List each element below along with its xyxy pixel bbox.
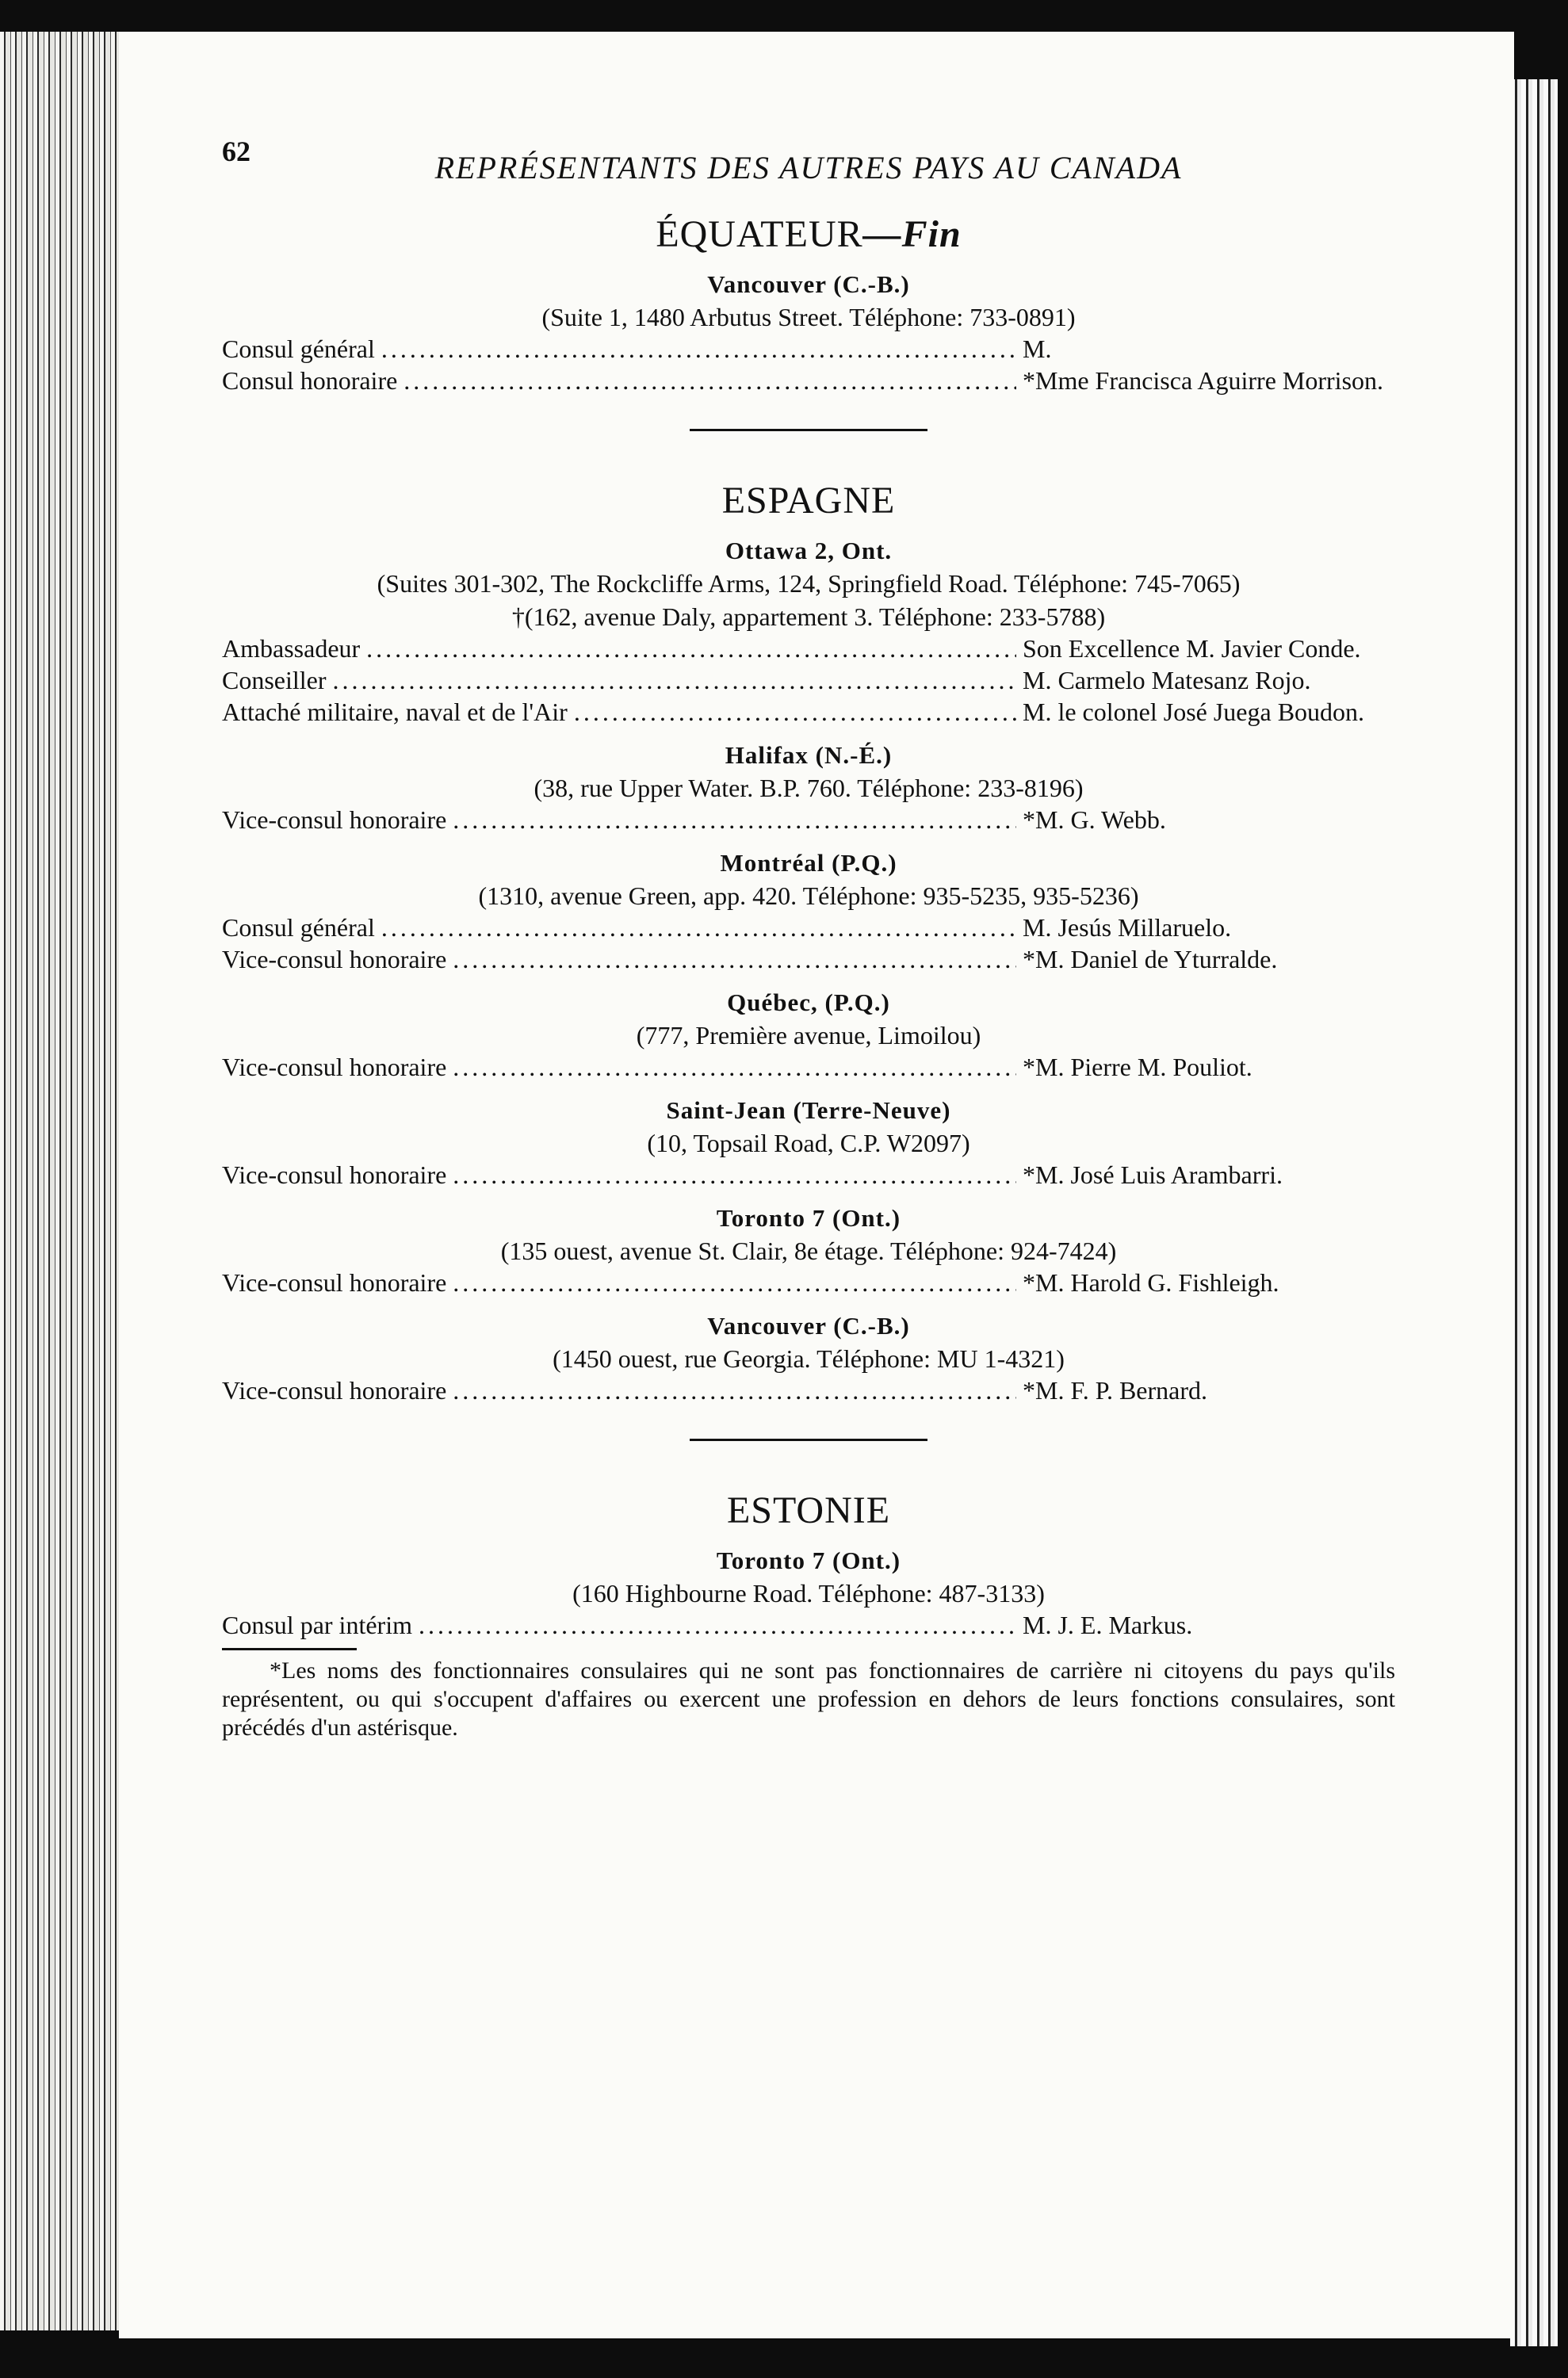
entry-name: *M. F. P. Bernard.	[1023, 1376, 1207, 1405]
address-line: †(162, avenue Daly, appartement 3. Téléphone: 233-5788)	[511, 602, 1106, 631]
address-line: (135 ouest, avenue St. Clair, 8e étage. Téléphone: 924-7424)	[500, 1237, 1117, 1265]
entry-row	[222, 1052, 1395, 1082]
entry-title: Attaché militaire, naval et de l'Air	[222, 698, 568, 726]
country-section-equateur	[222, 212, 1395, 396]
entry-name: M. J. E. Markus.	[1023, 1611, 1193, 1639]
country-heading	[222, 1489, 1395, 1532]
entry-name: *M. G. Webb.	[1023, 805, 1166, 834]
entry-title: Consul honoraire	[222, 366, 398, 395]
entry-name: *M. Pierre M. Pouliot.	[1023, 1053, 1252, 1081]
entry-title: Consul général	[222, 335, 375, 363]
country-section-espagne	[222, 479, 1395, 1405]
city-heading: Toronto 7 (Ont.)	[716, 1546, 901, 1574]
country-name: ÉQUATEUR	[656, 213, 863, 255]
address-line: (Suites 301-302, The Rockcliffe Arms, 124, Springfield Road. Téléphone: 745-7065)	[377, 569, 1241, 598]
city-heading: Vancouver (C.-B.)	[707, 270, 910, 298]
page-stack-edge	[1510, 79, 1558, 2346]
dot-leader	[381, 334, 1016, 364]
entry-name: *M. José Luis Arambarri.	[1023, 1160, 1283, 1189]
entry-row	[222, 912, 1395, 942]
entry-name: M. Carmelo Matesanz Rojo.	[1023, 666, 1311, 694]
running-head: REPRÉSENTANTS DES AUTRES PAYS AU CANADA	[434, 150, 1183, 185]
entry-row	[222, 697, 1395, 727]
entry-row	[222, 665, 1395, 695]
entry-title: Conseiller	[222, 666, 327, 694]
entry-name: M. Jesús Millaruelo.	[1023, 913, 1232, 942]
address-line: (160 Highbourne Road. Téléphone: 487-3133)	[572, 1579, 1045, 1608]
footnote-divider	[222, 1648, 357, 1650]
city-heading: Ottawa 2, Ont.	[725, 537, 893, 564]
entry-row	[222, 334, 1395, 364]
entry-title: Consul général	[222, 913, 375, 942]
address-line: (Suite 1, 1480 Arbutus Street. Téléphone: 733-0891)	[541, 303, 1076, 331]
address-line: (1310, avenue Green, app. 420. Téléphone: 935-5235, 935-5236)	[478, 881, 1139, 910]
dot-leader	[419, 1610, 1016, 1640]
entry-row	[222, 1267, 1395, 1298]
entry-title: Ambassadeur	[222, 634, 361, 663]
city-heading: Toronto 7 (Ont.)	[716, 1204, 901, 1232]
entry-name: M.	[1023, 335, 1052, 363]
country-name: ESTONIE	[726, 1489, 891, 1531]
entry-name: *M. Harold G. Fishleigh.	[1023, 1268, 1279, 1297]
entry-title: Vice-consul honoraire	[222, 945, 447, 973]
country-heading	[222, 212, 1395, 256]
footnote: *Les noms des fonctionnaires consulaires qui ne sont pas fonctionnaires de carrière ni citoyens du pays qu'ils représentent, ou qui s'occupent d'affaires ou exercent une profession en dehors de leurs fonctions consulaires, sont précédés d'un astérisque.	[222, 1657, 1395, 1741]
address-line: (1450 ouest, rue Georgia. Téléphone: MU 1-4321)	[553, 1344, 1065, 1373]
dot-leader	[574, 697, 1016, 727]
dot-leader	[366, 633, 1016, 663]
entry-title: Vice-consul honoraire	[222, 805, 447, 834]
entry-row	[222, 633, 1395, 663]
entry-title: Vice-consul honoraire	[222, 1376, 447, 1405]
dot-leader	[453, 805, 1016, 835]
city-heading: Saint-Jean (Terre-Neuve)	[666, 1096, 951, 1124]
entry-row	[222, 1160, 1395, 1190]
entry-row	[222, 1375, 1395, 1405]
country-name: ESPAGNE	[721, 480, 896, 522]
country-suffix: —Fin	[862, 213, 962, 255]
dot-leader	[403, 365, 1016, 396]
dot-leader	[333, 665, 1016, 695]
entry-row	[222, 365, 1395, 396]
dot-leader	[453, 1267, 1016, 1298]
entry-row	[222, 805, 1395, 835]
city-heading: Québec, (P.Q.)	[727, 988, 890, 1016]
document-page	[119, 32, 1514, 2338]
city-heading: Montréal (P.Q.)	[720, 849, 897, 877]
address-line: (777, Première avenue, Limoilou)	[636, 1021, 981, 1049]
entry-title: Vice-consul honoraire	[222, 1160, 447, 1189]
entry-row	[222, 944, 1395, 974]
dot-leader	[453, 1375, 1016, 1405]
dot-leader	[381, 912, 1016, 942]
country-heading	[222, 479, 1395, 522]
section-divider	[690, 1439, 927, 1441]
city-heading: Vancouver (C.-B.)	[707, 1312, 910, 1340]
dot-leader	[453, 1160, 1016, 1190]
dot-leader	[453, 944, 1016, 974]
page-number: 62	[222, 136, 250, 167]
city-heading: Halifax (N.-É.)	[725, 741, 893, 769]
page-content	[222, 135, 1395, 1742]
entry-title: Consul par intérim	[222, 1611, 412, 1639]
address-line: (10, Topsail Road, C.P. W2097)	[647, 1129, 970, 1157]
entry-title: Vice-consul honoraire	[222, 1268, 447, 1297]
section-divider	[690, 429, 927, 431]
entry-title: Vice-consul honoraire	[222, 1053, 447, 1081]
country-section-estonie	[222, 1489, 1395, 1640]
entry-name: *Mme Francisca Aguirre Morrison.	[1023, 366, 1384, 395]
page-header	[222, 135, 1395, 190]
dot-leader	[453, 1052, 1016, 1082]
entry-name: Son Excellence M. Javier Conde.	[1023, 634, 1361, 663]
entry-name: *M. Daniel de Yturralde.	[1023, 945, 1278, 973]
entry-name: M. le colonel José Juega Boudon.	[1023, 698, 1365, 726]
entry-row	[222, 1610, 1395, 1640]
address-line: (38, rue Upper Water. B.P. 760. Téléphone: 233-8196)	[534, 774, 1084, 802]
